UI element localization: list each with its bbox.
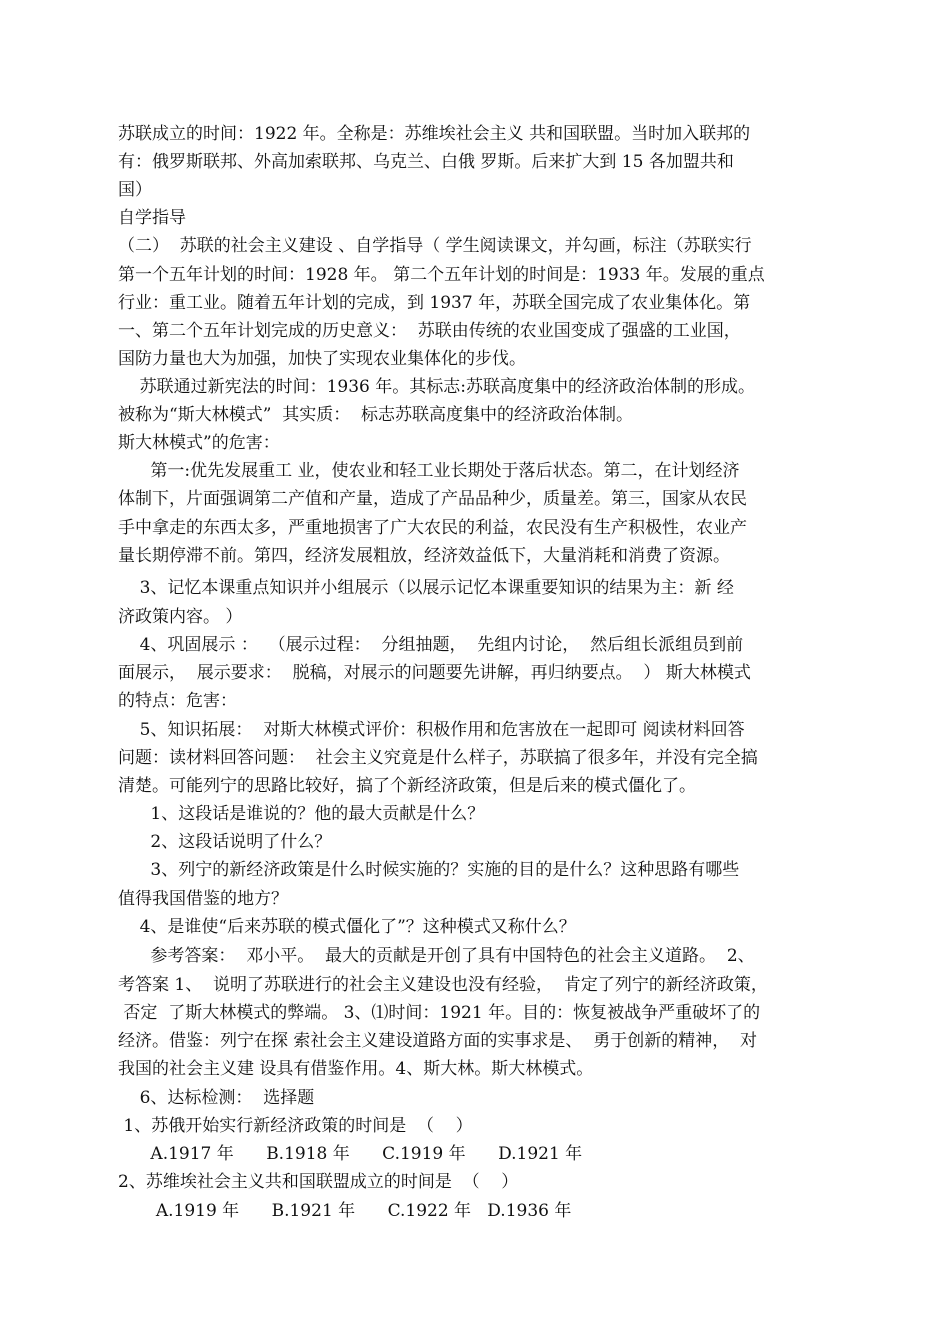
- section-heading: 自学指导: [118, 208, 186, 228]
- text-line: 6、达标检测： 选择题: [118, 1088, 315, 1108]
- text-line: 5、知识拓展： 对斯大林模式评价：积极作用和危害放在一起即可 阅读材料回答: [118, 720, 745, 740]
- answer-line: 经济。借鉴：列宁在探 索社会主义建设道路方面的实事求是、 勇于创新的精神， 对: [118, 1031, 758, 1051]
- text-line: 第一个五年计划的时间：1928 年。 第二个五年计划的时间是：1933 年。发展的重点: [118, 265, 765, 285]
- answer-line: 否定 了斯大林模式的弊端。 3、⑴时间：1921 年。目的：恢复被战争严重破坏了的: [118, 1003, 761, 1023]
- text-line: 被称为“斯大林模式” 其实质： 标志苏联高度集中的经济政治体制。: [118, 405, 633, 425]
- quiz-question: 1、苏俄开始实行新经济政策的时间是 （ ）: [118, 1116, 473, 1136]
- question-line: 4、是谁使“后来苏联的模式僵化了”？这种模式又称什么？: [118, 917, 576, 937]
- text-line: 3、记忆本课重点知识并小组展示（以展示记忆本课重要知识的结果为主：新 经: [118, 578, 734, 598]
- question-line: 2、这段话说明了什么？: [118, 832, 332, 852]
- text-line: 清楚。可能列宁的思路比较好，搞了个新经济政策，但是后来的模式僵化了。: [118, 776, 696, 796]
- text-line: 第一:优先发展重工 业，使农业和轻工业长期处于落后状态。第二，在计划经济: [118, 461, 740, 481]
- answer-line: 参考答案： 邓小平。 最大的贡献是开创了具有中国特色的社会主义道路。 2、: [118, 946, 755, 966]
- text-line: 手中拿走的东西太多，严重地损害了广大农民的利益，农民没有生产积极性，农业产: [118, 518, 747, 538]
- question-line: 值得我国借鉴的地方？: [118, 889, 288, 909]
- text-line: 斯大林模式”的危害：: [118, 433, 280, 453]
- text-line: 苏联通过新宪法的时间：1936 年。其标志:苏联高度集中的经济政治体制的形成。: [118, 377, 756, 397]
- text-line: 面展示， 展示要求： 脱稿，对展示的问题要先讲解，再归纳要点。 ） 斯大林模式: [118, 663, 751, 683]
- text-line: （二） 苏联的社会主义建设 、自学指导（ 学生阅读课文，并勾画，标注（苏联实行: [118, 236, 752, 256]
- quiz-question: 2、苏维埃社会主义共和国联盟成立的时间是 （ ）: [118, 1172, 519, 1192]
- question-line: 3、列宁的新经济政策是什么时候实施的？实施的目的是什么？这种思路有哪些: [118, 860, 740, 880]
- text-line: 4、巩固展示 ： （展示过程： 分组抽题， 先组内讨论， 然后组长派组员到前: [118, 635, 744, 655]
- question-line: 1、这段话是谁说的？他的最大贡献是什么？: [118, 804, 485, 824]
- answer-line: 考答案 1、 说明了苏联进行的社会主义建设也没有经验， 肯定了列宁的新经济政策，: [118, 975, 768, 995]
- text-line: 一、第二个五年计划完成的历史意义： 苏联由传统的农业国变成了强盛的工业国，: [118, 321, 741, 341]
- text-line: 的特点：危害：: [118, 691, 237, 711]
- text-line: 苏联成立的时间：1922 年。全称是：苏维埃社会主义 共和国联盟。当时加入联邦的: [118, 124, 751, 144]
- text-line: 体制下，片面强调第二产值和产量，造成了产品品种少，质量差。第三，国家从农民: [118, 489, 747, 509]
- answer-line: 我国的社会主义建 设具有借鉴作用。4、斯大林。斯大林模式。: [118, 1059, 594, 1079]
- text-line: 量长期停滞不前。第四，经济发展粗放，经济效益低下，大量消耗和消费了资源。: [118, 546, 730, 566]
- text-line: 有：俄罗斯联邦、外高加索联邦、乌克兰、白俄 罗斯。后来扩大到 15 各加盟共和: [118, 152, 734, 172]
- quiz-options: A.1917 年 B.1918 年 C.1919 年 D.1921 年: [118, 1144, 583, 1164]
- text-line: 行业：重工业。随着五年计划的完成，到 1937 年，苏联全国完成了农业集体化。第: [118, 293, 751, 313]
- text-line: 国防力量也大为加强，加快了实现农业集体化的步伐。: [118, 349, 526, 369]
- text-line: 国）: [118, 180, 152, 200]
- text-line: 问题：读材料回答问题： 社会主义究竟是什么样子，苏联搞了很多年，并没有完全搞: [118, 748, 758, 768]
- quiz-options: A.1919 年 B.1921 年 C.1922 年 D.1936 年: [118, 1201, 572, 1221]
- text-line: 济政策内容。 ）: [118, 607, 243, 627]
